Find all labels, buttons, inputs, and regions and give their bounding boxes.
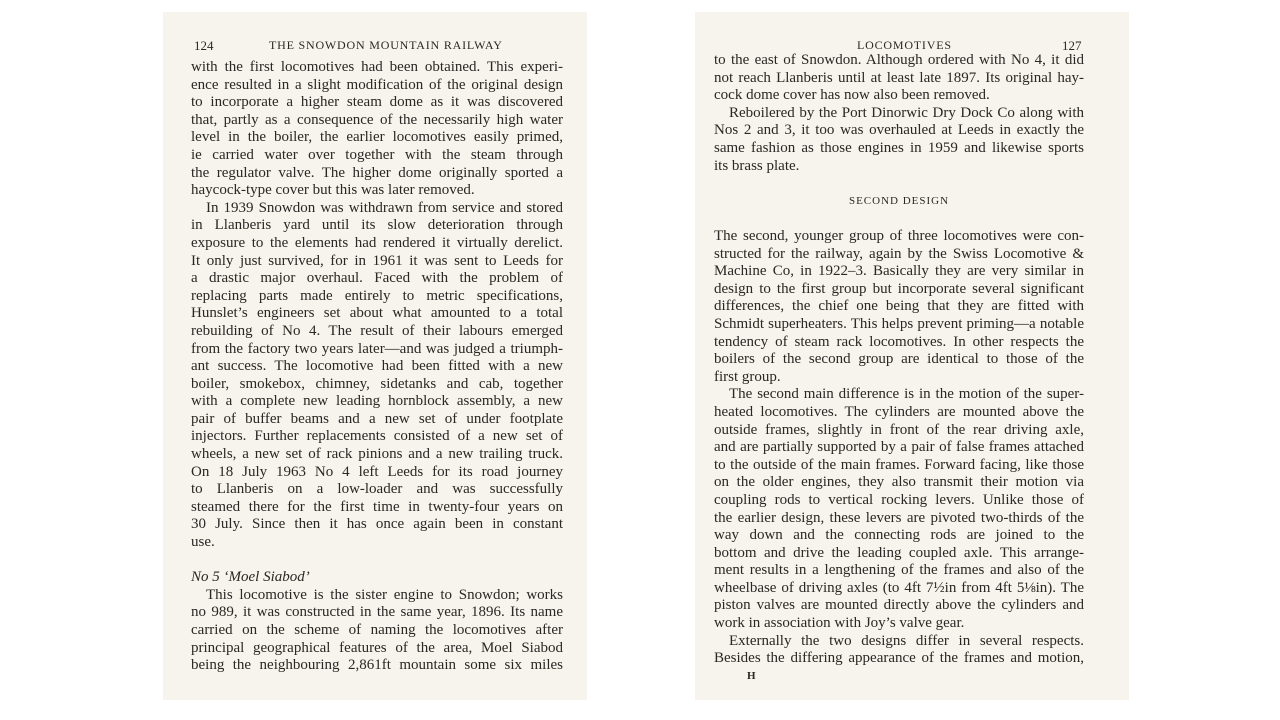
section-heading: SECOND DESIGN (848, 195, 950, 207)
text-line: same fashion as those engines in 1959 and likewise sports (714, 139, 1084, 156)
text-line: differences, the chief one being that they are fitted with (714, 298, 1084, 315)
right-book-page (695, 12, 1129, 700)
text-line: to the east of Snowdon. Although ordered with No 4, it did (714, 52, 1084, 68)
text-line: On 18 July 1963 No 4 left Leeds for its road journey (191, 463, 563, 480)
text-line: injectors. Further replacements consisted of a new set of (191, 428, 563, 445)
text-line: piston valves are mounted directly above the cylinders and (714, 597, 1084, 614)
text-line: to incorporate a higher steam dome as it was discovered (191, 94, 563, 111)
text-line: to Llanberis on a low-loader and was successfully (191, 481, 563, 498)
text-line: in Llanberis yard until its slow deterioration through (191, 217, 563, 234)
right-page-body-top (714, 52, 1084, 175)
left-book-page (163, 12, 587, 700)
text-line: wheelbase of driving axles (to 4ft 7½in from 4ft 5⅛in). The (714, 579, 1084, 596)
text-line: with the first locomotives had been obtained. This experi- (191, 59, 563, 75)
text-line: the earlier design, these levers are pivoted two-thirds of the (714, 509, 1084, 526)
text-line: outside frames, slightly in front of the rear driving axle, (714, 421, 1084, 438)
text-line: design to the first group but incorporate several significant (714, 280, 1084, 297)
text-line: boiler, smokebox, chimney, sidetanks and cab, together (191, 375, 563, 392)
text-line: that, partly as a consequence of the necessarily high water (191, 111, 563, 128)
text-line: tendency of steam rack locomotives. In other respects the (714, 333, 1084, 350)
text-line: work in association with Joy’s valve gear. (714, 615, 965, 632)
text-line: structed for the railway, again by the Swiss Locomotive & (714, 245, 1084, 262)
text-line: haycock-type cover but this was later removed. (191, 182, 475, 199)
text-line: Nos 2 and 3, it too was overhauled at Leeds in exactly the (714, 122, 1084, 139)
text-line: Reboilered by the Port Dinorwic Dry Dock Co along with (729, 104, 1084, 121)
text-line: being the neighbouring 2,861ft mountain some six miles (191, 657, 563, 674)
text-line: The second main difference is in the motion of the super- (729, 386, 1084, 403)
text-line: Machine Co, in 1922–3. Basically they are very similar in (714, 263, 1084, 280)
text-line: principal geographical features of the area, Moel Siabod (191, 639, 563, 656)
text-line: exposure to the elements had rendered it virtually derelict. (191, 234, 563, 251)
text-line: its brass plate. (714, 157, 800, 174)
text-line: ie carried water over together with the steam through (191, 146, 563, 163)
right-running-head: LOCOMOTIVES (857, 38, 952, 52)
text-line: It only just survived, for in 1961 it was sent to Leeds for (191, 252, 563, 269)
text-line: The second, younger group of three locomotives were con- (714, 228, 1084, 244)
text-line: coupling rods to vertical rocking levers. Unlike those of (714, 491, 1084, 508)
text-line: Besides the differing appearance of the frames and motion, (714, 650, 1084, 667)
subsection-heading: No 5 ‘Moel Siabod’ (191, 569, 310, 586)
text-line: wheels, a new set of rack pinions and a new trailing truck. (191, 446, 563, 463)
text-line: and are partially supported by a pair of false frames attached (714, 439, 1084, 456)
text-line: rebuilding of No 4. The result of their labours emerged (191, 322, 563, 339)
text-line: from the factory two years later—and was judged a triumph- (191, 340, 563, 357)
text-line: 30 July. Since then it has once again been in constant (191, 516, 563, 533)
text-line: cock dome cover has now also been removed. (714, 87, 990, 104)
text-line: way down and the connecting rods are joined to the (714, 527, 1084, 544)
text-line: a drastic major overhaul. Faced with the problem of (191, 270, 563, 287)
text-line: replacing parts made entirely to metric specifications, (191, 287, 563, 304)
text-line: This locomotive is the sister engine to Snowdon; works (206, 586, 563, 603)
text-line: on the older engines, they also transmit their motion via (714, 474, 1084, 491)
text-line: the regulator valve. The higher dome originally sported a (191, 164, 563, 181)
right-page-number: 127 (1062, 38, 1082, 53)
signature-mark: H (747, 670, 757, 682)
text-line: not reach Llanberis until at least late 1897. Its original hay- (714, 69, 1084, 86)
text-line: heated locomotives. The cylinders are mounted above the (714, 403, 1084, 420)
text-line: to the outside of the main frames. Forward facing, like those (714, 456, 1084, 473)
left-page-body (191, 59, 563, 675)
text-line: ant success. The locomotive had been fitted with a new (191, 358, 563, 375)
text-line: Externally the two designs differ in several respects. (729, 632, 1084, 649)
right-page-body-bottom (714, 228, 1084, 668)
text-line: first group. (714, 368, 781, 385)
text-line: level in the boiler, the earlier locomotives easily primed, (191, 129, 563, 146)
text-line: ence resulted in a slight modification of the original design (191, 76, 563, 93)
text-line: bottom and drive the leading coupled axle. This arrange- (714, 544, 1084, 561)
text-line: with a complete new leading hornblock assembly, a new (191, 393, 563, 410)
text-line: Schmidt superheaters. This helps prevent priming—a notable (714, 315, 1084, 332)
text-line: carried on the scheme of naming the locomotives after (191, 622, 563, 638)
text-line: ment results in a lengthening of the frames and also of the (714, 562, 1084, 579)
text-line: no 989, it was constructed in the same year, 1896. Its name (191, 604, 563, 621)
text-line: use. (191, 534, 215, 551)
left-page-number: 124 (194, 38, 214, 53)
text-line: steamed there for the first time in twenty-four years on (191, 498, 563, 515)
text-line: In 1939 Snowdon was withdrawn from service and stored (206, 199, 563, 216)
blank-line (191, 552, 563, 570)
text-line: pair of buffer beams and a new set of under footplate (191, 410, 563, 427)
left-running-head: THE SNOWDON MOUNTAIN RAILWAY (269, 38, 503, 52)
text-line: Hunslet’s engineers set about what amounted to a total (191, 305, 563, 322)
text-line: boilers of the second group are identical to those of the (714, 351, 1084, 368)
